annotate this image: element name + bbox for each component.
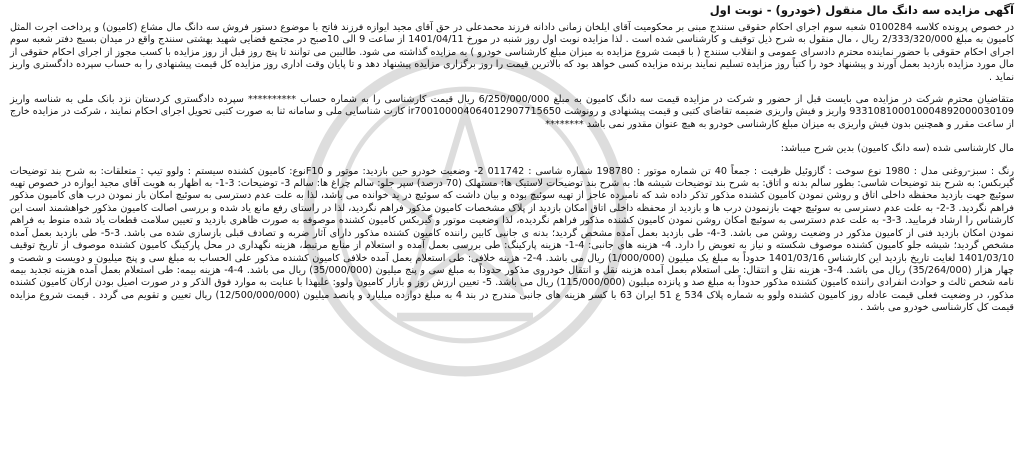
property-subheading: مال کارشناسی شده (سه دانگ کامیون) بدین شرح میباشد:	[780, 143, 1014, 155]
payment-paragraph: متقاضیان محترم شرکت در مزایده می بایست قبل از حضور و شرکت در مزایده قیمت سه دانگ کامیون به مبلغ 6/250/000/000 ریال قیمت کارشناسی را به شماره حساب ********** سپرده دادگستری کردستان نزد بانک ملی به شناسه واریز 933108100010004892000030109 واریز و فیش واریزی ضمیمه تقاضای کتبی و قیمت پیشنهادی و رونوشت ir700100004064012907715650 کارت شناسایی ملی و سامانه ثنا به صورت کتبی تحویل اجرای احکام نمایند ، شرکت در مزایده خارج از ساعت مقرر و همچنین بدون فیش واریزی به میزان مبلغ کارشناسی خودرو به هیچ عنوان مقدور نمی باشد ********	[10, 94, 1014, 130]
vehicle-details-paragraph: رنگ : سبز-روغنی مدل : 1980 نوع سوخت : گازوئیل ظرفیت : جمعاً 40 تن شماره موتور : 198780 شماره شاسی : 011742 2- وضعیت خودرو حین بازدید: موتور و F10نوع: کامیون کشنده سیستم : ولوو تیپ : متعلقات: به شرح بند توضیحات گیربکس: به شرح بند توضیحات شاسی: بطور سالم بدنه و اتاق: به شرح بند توضیحات شیشه ها: به شرح بند توضیحات لاستیک ها: مستهلک (70 درصد) سپر جلو: سالم چراغ ها: سالم 3- توضیحات: 3-1- به اظهار به هویت آقای مجید ایوازه در خصوص تهیه سوئیچ جهت بازدید محفظه داخلی اتاق و روشن نمودن کامیون کشنده مذکور تذکر داده شد که نامبرده عاجز از تهیه سوئیچ بوده و بیان داشت که سوئیچ در ید خوانده می باشد، لذا به علت عدم دسترسی به سوئیچ امکان باز نمودن درب های کامیون مذکور فراهم نگردید. 3-2- به علت عدم دسترسی به سوئیچ جهت بازنمودن درب ها و بازدید از محفظه داخلی اتاق امکان بازدید از پلاک مشخصات کامیون مذکور فراهم نگردید، لذا در راستای رفع مانع یاد شده و بررسی اصالت کامیون مذکور خواهشمند است این کارشناس را ارشاد فرمایید. 3-3- به علت عدم دسترسی به سوئیچ امکان روشن نمودن کامیون کشنده مذکور فراهم نگردیده، لذا وضعیت موتور و گیربکس کامیون کشنده موصوفه به صورت ظاهری بازدید و تعیین سلامت قطعات یاد شده منوط به فراهم نمودن امکان بازدید فنی از کامیون مذکور در وضعیت روشن می باشد. 3-4- طی بازدید بعمل آمده مشخص گردید؛ بدنه ی جانبی کابین راننده کامیون کشنده مذکور دارای آثار ضربه و تصادف قبلی بازسازی شده می باشد. 3-5- طی بازدید بعمل آمده مشخص گردید؛ شیشه جلو کامیون کشنده موصوف شکسته و نیاز به تعویض را دارد. 4- هزینه های جانبی: 4-1- هزینه پارکینگ: طی بررسی بعمل آمده و استعلام از منابع مرتبط، هزینه نگهداری در محل پارکینگ کامیون کشنده موصوف از تاریخ توقیف 1401/03/10 لغایت تاریخ بازدید این کارشناس 1401/03/16 حدوداً به مبلغ یک میلیون (1/000/000) ریال می باشد. 4-2- هزینه خلافی: طی استعلام بعمل آمده خلافی کامیون کشنده مذکور علی الحساب به مبلغ سی و پنج میلیون و دویست و شصت و چهار هزار (35/264/000) ریال می باشد. 4-3- هزینه نقل و انتقال: طی استعلام بعمل آمده هزینه نقل و انتقال خودروی مذکور حدوداً به مبلغ سی و پنج میلیون (35/000/000) ریال می باشد. 4-4- هزینه بیمه: طی استعلام بعمل آمده هزینه تجدید بیمه نامه شخص ثالث و حوادث انفرادی راننده کامیون کشنده مذکور حدوداً به مبلغ صد و پانزده میلیون (115/000/000) ریال می باشد. 5- تعیین ارزش روز و بازار کامیون ولوو: علیهذا با عنایت به موارد فوق الذکر و در صورت اصیل بودن ارکان کامیون کشنده مذکور، در وضعیت فعلی قیمت عادله روز کامیون کشنده ولوو به شماره پلاک 534 ع 51 ایران 63 با کسر هزینه های جانبی مندرج در بند 4 به مبلغ دوازده میلیارد و پانصد میلیون (12/500/000/000) ریال تعیین و تقویم می گردد . قیمت شروع مزایده قیمت کل کارشناسی خودرو می باشد .	[10, 165, 1015, 314]
notice-title: آگهی مزایده سه دانگ مال منقول (خودرو) - نوبت اول	[709, 3, 1014, 17]
case-paragraph: در خصوص پرونده کلاسه 0100284 شعبه سوم اجرای احکام حقوقی سنندج مبنی بر محکومیت آقای ایلخان زمانی دادانه فرزند محمدعلی در حق آقای مجید ایوازه فرزند فاتح با موضوع دستور فروش سه دانگ مال مشاع (کامیون) و پرداخت اجرت المثل کامیون به مبلغ 2/333/320/000 ریال ، مال منقول به شرح ذیل توقیف و کارشناسی شده است . لذا مزایده نوبت اول روز شنبه در مورخ 1401/04/11 از ساعت 9 الی 10صبح در مجتمع قضایی شهید بهشتی سنندج واقع در میدان بسیج دفتر شعبه سوم اجرای احکام حقوقی با حضور نماینده محترم دادسرای عمومی و انقلاب سنندج ( با قیمت شروع مزایده به میزان مبلغ کارشناسی خودرو ) به مزایده گذاشته می شود. طالبین می توانند تا پنج روز قبل از روز مزایده با کسب مجوز از اجرای احکام حقوقی از مال مورد مزایده بازدید بعمل آورند و پیشنهاد خود را کتباً روز مزایده تسلیم نمایند برنده مزایده کسی خواهد بود که بالاترین قیمت را روز برگزاری مزایده پیشنهاد دهد و تا پایان وقت اداری روز مزایده کل قیمت پیشنهادی را به حساب سپرده دادگستری واریز نماید .	[10, 22, 1015, 83]
